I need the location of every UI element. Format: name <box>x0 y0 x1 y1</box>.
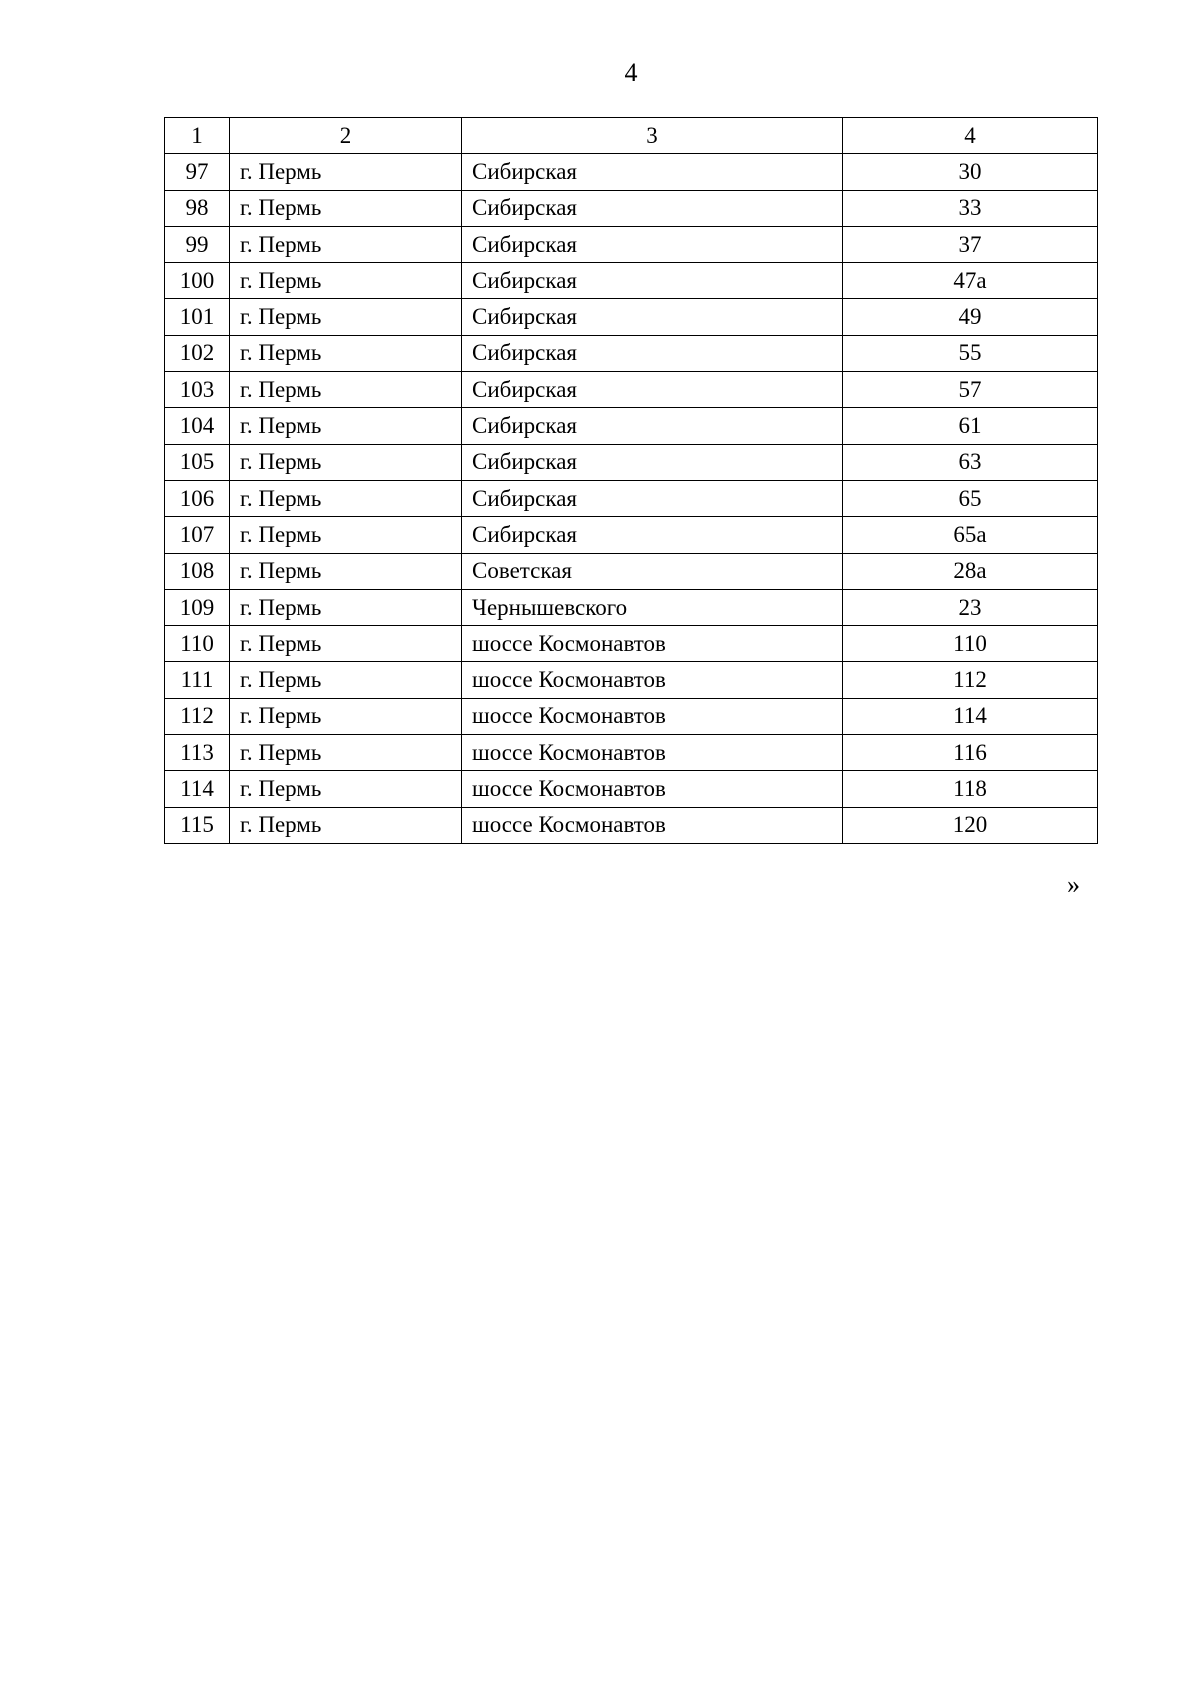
city-cell: г. Пермь <box>230 589 462 625</box>
street-cell: Сибирская <box>462 190 843 226</box>
table-row <box>165 154 1098 190</box>
city-cell: г. Пермь <box>230 444 462 480</box>
row-number-cell: 115 <box>165 807 230 843</box>
house-number-cell: 49 <box>843 299 1098 335</box>
house-number-cell: 110 <box>843 626 1098 662</box>
street-cell: шоссе Космонавтов <box>462 771 843 807</box>
address-table <box>164 117 1098 844</box>
street-cell: шоссе Космонавтов <box>462 662 843 698</box>
table-row <box>165 771 1098 807</box>
street-cell: Сибирская <box>462 335 843 371</box>
street-cell: Сибирская <box>462 263 843 299</box>
table-row <box>165 444 1098 480</box>
row-number-cell: 99 <box>165 226 230 262</box>
city-cell: г. Пермь <box>230 662 462 698</box>
street-cell: Сибирская <box>462 299 843 335</box>
house-number-cell: 112 <box>843 662 1098 698</box>
row-number-cell: 100 <box>165 263 230 299</box>
column-header-3: 3 <box>462 118 843 154</box>
city-cell: г. Пермь <box>230 480 462 516</box>
city-cell: г. Пермь <box>230 735 462 771</box>
table-row <box>165 480 1098 516</box>
table-body <box>165 154 1098 844</box>
table-row <box>165 626 1098 662</box>
table-row <box>165 589 1098 625</box>
row-number-cell: 105 <box>165 444 230 480</box>
row-number-cell: 97 <box>165 154 230 190</box>
table-header-row <box>165 118 1098 154</box>
city-cell: г. Пермь <box>230 807 462 843</box>
row-number-cell: 109 <box>165 589 230 625</box>
table-row <box>165 553 1098 589</box>
row-number-cell: 113 <box>165 735 230 771</box>
city-cell: г. Пермь <box>230 698 462 734</box>
table-row <box>165 698 1098 734</box>
row-number-cell: 111 <box>165 662 230 698</box>
city-cell: г. Пермь <box>230 626 462 662</box>
city-cell: г. Пермь <box>230 263 462 299</box>
row-number-cell: 102 <box>165 335 230 371</box>
table-row <box>165 335 1098 371</box>
city-cell: г. Пермь <box>230 154 462 190</box>
city-cell: г. Пермь <box>230 408 462 444</box>
house-number-cell: 65а <box>843 517 1098 553</box>
row-number-cell: 108 <box>165 553 230 589</box>
city-cell: г. Пермь <box>230 372 462 408</box>
street-cell: Чернышевского <box>462 589 843 625</box>
street-cell: шоссе Космонавтов <box>462 807 843 843</box>
page-number: 4 <box>624 58 638 87</box>
row-number-cell: 107 <box>165 517 230 553</box>
closing-quote-mark: » <box>1067 870 1080 899</box>
row-number-cell: 98 <box>165 190 230 226</box>
city-cell: г. Пермь <box>230 335 462 371</box>
house-number-cell: 116 <box>843 735 1098 771</box>
house-number-cell: 55 <box>843 335 1098 371</box>
column-header-1: 1 <box>165 118 230 154</box>
house-number-cell: 61 <box>843 408 1098 444</box>
city-cell: г. Пермь <box>230 517 462 553</box>
street-cell: Сибирская <box>462 480 843 516</box>
street-cell: Сибирская <box>462 226 843 262</box>
table-row <box>165 735 1098 771</box>
row-number-cell: 110 <box>165 626 230 662</box>
table-row <box>165 299 1098 335</box>
street-cell: Сибирская <box>462 408 843 444</box>
street-cell: Сибирская <box>462 444 843 480</box>
street-cell: шоссе Космонавтов <box>462 698 843 734</box>
column-header-4: 4 <box>843 118 1098 154</box>
street-cell: Сибирская <box>462 372 843 408</box>
house-number-cell: 120 <box>843 807 1098 843</box>
street-cell: Сибирская <box>462 154 843 190</box>
table-row <box>165 372 1098 408</box>
column-header-2: 2 <box>230 118 462 154</box>
row-number-cell: 103 <box>165 372 230 408</box>
house-number-cell: 33 <box>843 190 1098 226</box>
street-cell: шоссе Космонавтов <box>462 735 843 771</box>
city-cell: г. Пермь <box>230 190 462 226</box>
street-cell: Сибирская <box>462 517 843 553</box>
street-cell: Советская <box>462 553 843 589</box>
house-number-cell: 37 <box>843 226 1098 262</box>
table-row <box>165 807 1098 843</box>
row-number-cell: 106 <box>165 480 230 516</box>
row-number-cell: 101 <box>165 299 230 335</box>
row-number-cell: 104 <box>165 408 230 444</box>
city-cell: г. Пермь <box>230 553 462 589</box>
row-number-cell: 114 <box>165 771 230 807</box>
house-number-cell: 28а <box>843 553 1098 589</box>
row-number-cell: 112 <box>165 698 230 734</box>
house-number-cell: 114 <box>843 698 1098 734</box>
house-number-cell: 57 <box>843 372 1098 408</box>
city-cell: г. Пермь <box>230 771 462 807</box>
house-number-cell: 63 <box>843 444 1098 480</box>
street-cell: шоссе Космонавтов <box>462 626 843 662</box>
table-row <box>165 408 1098 444</box>
table-row <box>165 517 1098 553</box>
house-number-cell: 118 <box>843 771 1098 807</box>
table-row <box>165 263 1098 299</box>
house-number-cell: 47а <box>843 263 1098 299</box>
city-cell: г. Пермь <box>230 299 462 335</box>
city-cell: г. Пермь <box>230 226 462 262</box>
table-row <box>165 190 1098 226</box>
house-number-cell: 65 <box>843 480 1098 516</box>
table-row <box>165 226 1098 262</box>
house-number-cell: 30 <box>843 154 1098 190</box>
house-number-cell: 23 <box>843 589 1098 625</box>
table-row <box>165 662 1098 698</box>
